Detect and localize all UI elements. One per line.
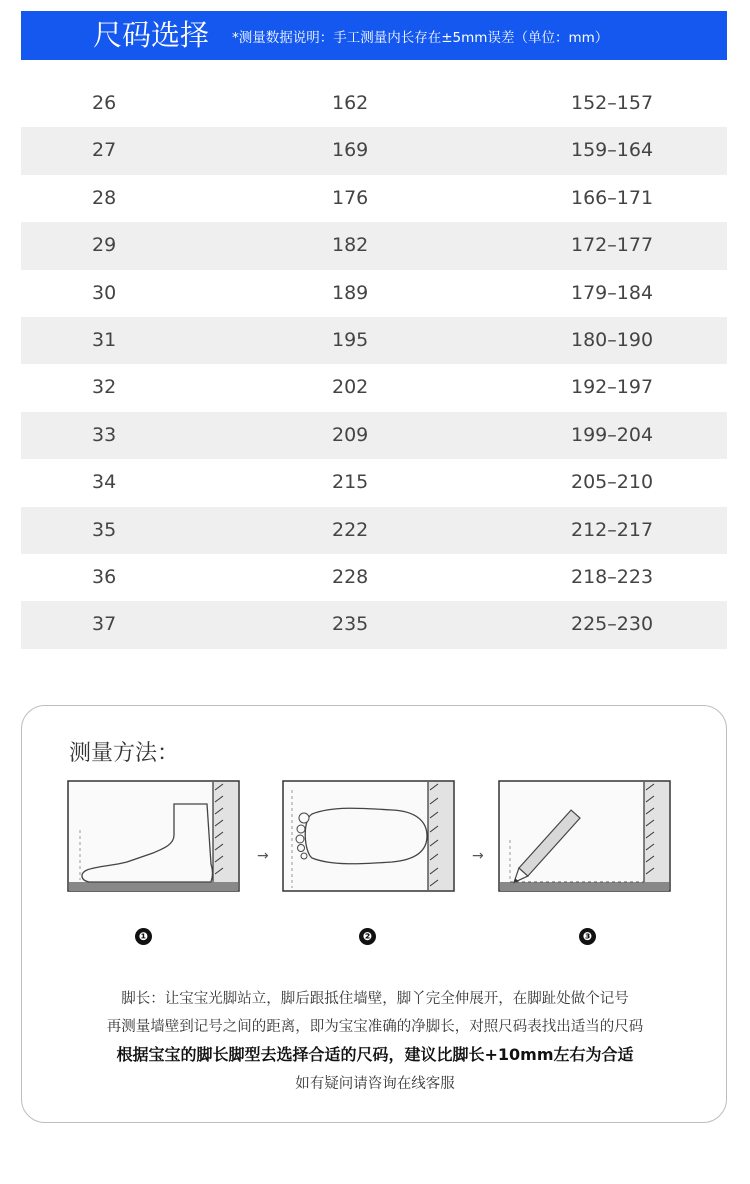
page-title: 尺码选择 <box>93 18 210 52</box>
size-cell: 34 <box>92 471 117 494</box>
size-advice: 根据宝宝的脚长脚型去选择合适的尺码，建议比脚长+10mm左右为合适 <box>116 1045 634 1064</box>
foot-side-illustration <box>67 780 240 893</box>
measure-note: *测量数据说明：手工测量内长存在±5mm误差（单位：mm） <box>232 30 609 46</box>
measure-title: 测量方法： <box>69 741 180 766</box>
foot-range-cell: 225–230 <box>571 613 654 636</box>
length-cell: 189 <box>332 281 369 304</box>
length-cell: 162 <box>332 92 369 114</box>
foot-range-cell: 179–184 <box>571 281 654 304</box>
size-cell: 36 <box>92 565 117 588</box>
measure-card <box>21 705 727 1123</box>
foot-range-cell: 192–197 <box>571 376 654 399</box>
arrow-icon: → <box>472 848 484 864</box>
foot-range-cell: 218–223 <box>571 565 654 588</box>
size-cell: 32 <box>92 376 117 399</box>
table-row <box>21 127 727 174</box>
measure-desc-line: 脚长：让宝宝光脚站立，脚后跟抵住墙壁，脚丫完全伸展开，在脚趾处做个记号 <box>121 991 629 1007</box>
contact-service-note: 如有疑问请咨询在线客服 <box>295 1076 455 1092</box>
table-row <box>21 554 727 601</box>
table-row <box>21 412 727 459</box>
size-table <box>21 80 727 649</box>
table-row <box>21 317 727 364</box>
size-cell: 37 <box>92 613 117 636</box>
table-row <box>21 459 727 506</box>
foot-range-cell: 152–157 <box>571 92 654 114</box>
size-cell: 26 <box>92 92 117 114</box>
foot-range-cell: 212–217 <box>571 518 654 541</box>
length-cell: 235 <box>332 613 369 636</box>
size-header <box>21 11 727 60</box>
step-two-badge: ❷ <box>359 928 376 945</box>
table-row <box>21 270 727 317</box>
size-cell: 28 <box>92 186 117 209</box>
size-cell: 33 <box>92 423 117 446</box>
foot-range-cell: 199–204 <box>571 423 654 446</box>
length-cell: 215 <box>332 471 369 494</box>
table-row <box>21 507 727 554</box>
table-row <box>21 222 727 269</box>
length-cell: 182 <box>332 234 369 257</box>
table-row <box>21 364 727 411</box>
table-row <box>21 175 727 222</box>
foot-range-cell: 205–210 <box>571 471 654 494</box>
length-cell: 222 <box>332 518 369 541</box>
size-cell: 35 <box>92 518 117 541</box>
foot-range-cell: 159–164 <box>571 139 654 162</box>
table-row <box>21 601 727 648</box>
foot-range-cell: 166–171 <box>571 186 654 209</box>
size-cell: 29 <box>92 234 117 257</box>
arrow-icon: → <box>257 848 269 864</box>
measure-desc-line: 再测量墙壁到记号之间的距离，即为宝宝准确的净脚长，对照尺码表找出适当的尺码 <box>106 1019 644 1035</box>
table-row <box>21 80 727 127</box>
pencil-mark-illustration <box>498 780 671 893</box>
step-three-badge: ❸ <box>579 928 596 945</box>
length-cell: 176 <box>332 186 369 209</box>
foot-top-illustration <box>282 780 455 893</box>
length-cell: 195 <box>332 328 369 351</box>
step-one-badge: ❶ <box>135 928 152 945</box>
length-cell: 169 <box>332 139 369 162</box>
size-cell: 30 <box>92 281 117 304</box>
length-cell: 228 <box>332 565 369 588</box>
size-cell: 27 <box>92 139 117 162</box>
length-cell: 209 <box>332 423 369 446</box>
length-cell: 202 <box>332 376 369 399</box>
foot-range-cell: 172–177 <box>571 234 654 257</box>
foot-range-cell: 180–190 <box>571 328 654 351</box>
size-cell: 31 <box>92 328 117 351</box>
